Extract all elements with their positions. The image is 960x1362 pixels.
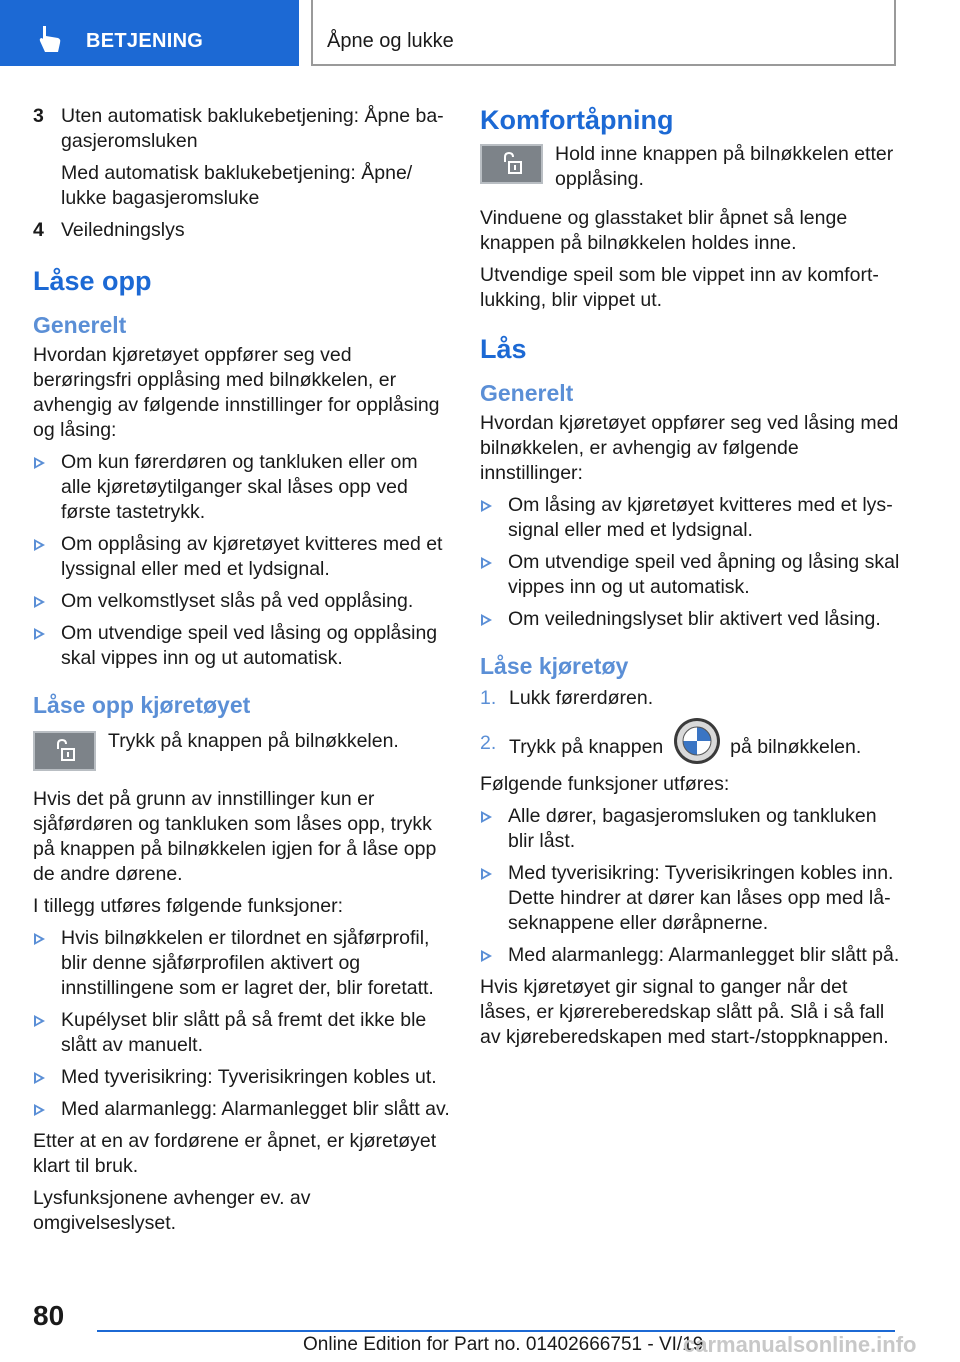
triangle-bullet-icon [481,950,492,962]
triangle-bullet-icon [34,596,45,608]
hand-pointer-icon [38,26,64,52]
paragraph: Etter at en av fordørene er åpnet, er kjøretøyet klart til bruk. [33,1130,437,1177]
paragraph: I tillegg utføres følgende funksjoner: [33,895,343,917]
triangle-bullet-icon [481,500,492,512]
list-item: Om utvendige speil ved åpning og låsing skal vippes inn og ut automatisk. [480,550,900,600]
legend-item-4: 4 Veiledningslys [33,219,185,241]
triangle-bullet-icon [34,539,45,551]
list-item: Med tyverisikring: Tyverisikringen kobles inn. Dette hindrer at dører kan låses opp med låseknappene eller døråpnerne. [480,861,900,936]
footer-edition: Online Edition for Part no. 01402666751 - VI/19 [303,1334,704,1355]
section-header-tab [0,0,299,66]
list-item: Med tyverisikring: Tyverisikringen kobles ut. [33,1065,451,1090]
list-item: Om utvendige speil ved låsing og opplåsing skal vippes inn og ut automatisk. [33,621,451,671]
triangle-bullet-icon [34,1015,45,1027]
heading-generelt: Generelt [33,312,127,338]
list-item: Om opplåsing av kjøretøyet kvitteres med et lyssignal eller med et lydsignal. [33,532,451,582]
list-item: Om kun førerdøren og tankluken eller om alle kjøretøytilganger skal låses opp ved første tastetrykk. [33,450,451,525]
paragraph: Lysfunksjonene avhenger ev. av omgivelseslyset. [33,1187,311,1234]
paragraph: Utvendige speil som ble vippet inn av komfortlukking, blir vippet ut. [480,264,879,311]
triangle-bullet-icon [481,557,492,569]
heading-generelt: Generelt [480,380,574,406]
triangle-bullet-icon [34,457,45,469]
triangle-bullet-icon [34,628,45,640]
heading-komfortapning: Komfortåpning [480,105,674,135]
triangle-bullet-icon [481,614,492,626]
list-item: Om velkomstlyset slås på ved opplåsing. [33,589,451,614]
list-item: Med alarmanlegg: Alarmanlegget blir slått på. [480,943,900,968]
bmw-logo-icon [673,717,721,765]
paragraph: Vinduene og glasstaket blir åpnet så lenge knappen på bilnøkkelen holdes inne. [480,207,848,254]
triangle-bullet-icon [34,933,45,945]
legend-item-3: 3 Uten automatisk baklukebetjening: Åpne bagasjeromsluken Med automatisk baklukebetjening: Åpne/ lukke bagasjeromsluke [33,105,444,209]
triangle-bullet-icon [34,1104,45,1116]
list-item: Med alarmanlegg: Alarmanlegget blir slått av. [33,1097,451,1122]
left-column [33,104,451,1243]
list-item: Om låsing av kjøretøyet kvitteres med et lyssignal eller med et lydsignal. [480,493,900,543]
generelt-paragraph: Hvordan kjøretøyet oppfører seg ved låsing med bilnøkkelen, er avhengig av følgende innstillinger: [480,412,899,484]
heading-lase-opp: Låse opp [33,266,152,296]
triangle-bullet-icon [481,868,492,880]
right-column [480,104,900,1057]
heading-lase-kjoretoy: Låse kjøretøy [480,653,629,679]
comfort-key-row [480,142,900,192]
list-item: Kupélyset blir slått på så fremt det ikke ble slått av manuelt. [33,1008,451,1058]
chapter-title: Åpne og lukke [327,30,454,52]
unlock-button-icon [33,731,96,771]
paragraph: Følgende funksjoner utføres: [480,773,730,795]
section-label: BETJENING [86,30,204,52]
step-item-1: 1. Lukk førerdøren. [480,687,654,709]
heading-las: Lås [480,334,527,364]
footer-watermark: carmanualsonline.info [683,1332,917,1357]
unlock-key-row [33,729,451,777]
list-item: Om veiledningslyset blir aktivert ved låsing. [480,607,900,632]
page-number: 80 [33,1300,65,1331]
comfort-key-text: Hold inne knappen på bilnøkkelen etter opplåsing. [555,143,894,190]
triangle-bullet-icon [481,811,492,823]
paragraph: Hvis det på grunn av innstillinger kun er sjåførdøren og tankluken som låses opp, trykk på knappen på bilnøkkelen igjen for å låse opp de andre dørene. [33,788,437,885]
heading-lase-opp-kjoretoy: Låse opp kjøretøyet [33,692,251,718]
chapter-header [311,0,896,66]
list-item: Hvis bilnøkkelen er tilordnet en sjåførprofil, blir denne sjåførprofilen aktivert og innstillingene som er lagret der, blir foretatt. [33,926,451,1001]
step-item-2: 2. Trykk på knappen på bilnøkkelen. [480,731,900,765]
generelt-paragraph: Hvordan kjøretøyet oppfører seg ved berøringsfri opplåsing med bilnøkkelen, er avhengig av følgende innstillinger for opplåsing og låsing: [33,344,440,441]
list-item: Alle dører, bagasjeromsluken og tankluken blir låst. [480,804,900,854]
triangle-bullet-icon [34,1072,45,1084]
unlock-button-icon [480,144,543,184]
unlock-key-text: Trykk på knappen på bilnøkkelen. [108,730,399,752]
paragraph: Hvis kjøretøyet gir signal to ganger når det låses, er kjørereberedskap slått på. Slå i så fall av kjøreberedskapen med start-/stoppknappen. [480,976,889,1048]
